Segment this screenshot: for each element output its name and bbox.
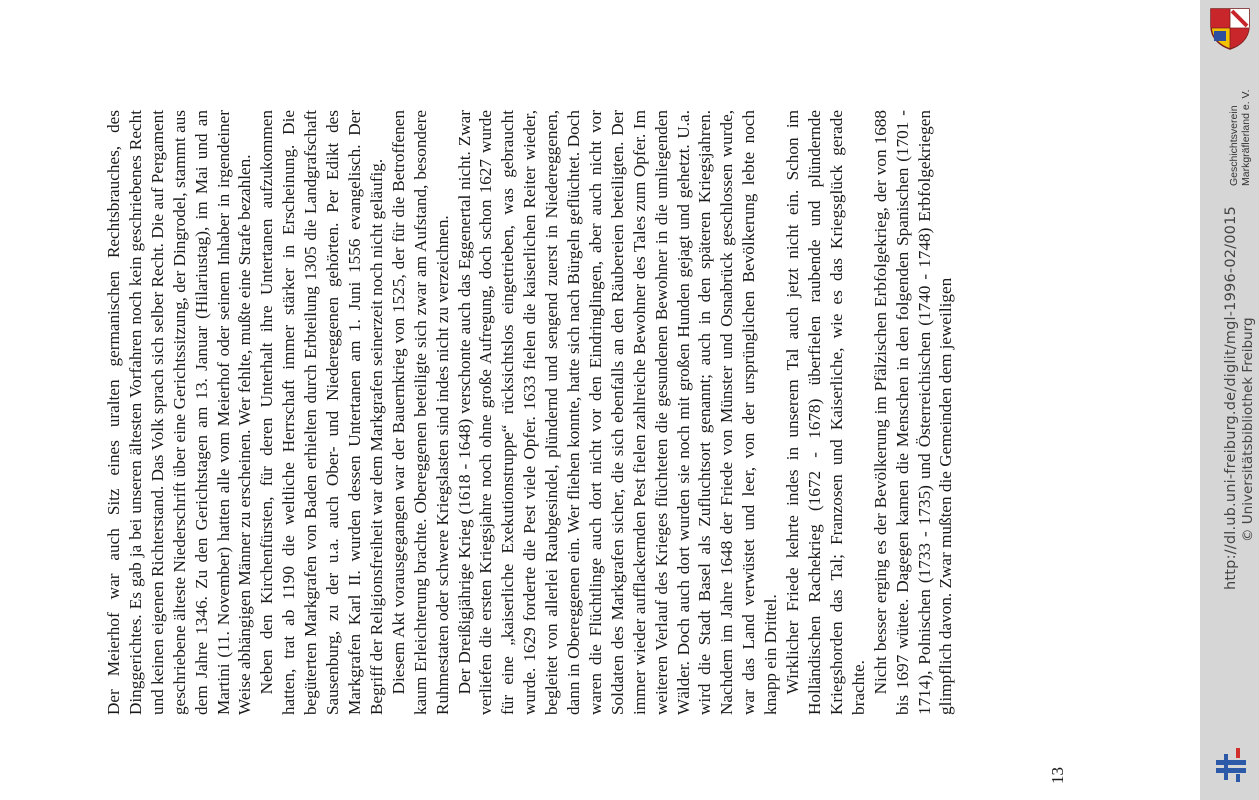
publisher-label xyxy=(1228,90,1252,187)
paragraph: Der Dreißigjährige Krieg (1618 - 1648) verschonte auch das Eggenertal nicht. Zwar verliefen die ersten Kriegsjahre noch ohne große Aufregung, doch schon 1627 wurde für eine „kaiserliche Exekutionstruppe“ rücksichtslos eingetrieben, was gebraucht wurde. 1629 forderte die Pest viele Opfer. 1633 fielen die kaiserlichen Reiter wieder, begleitet von allerlei Raubgesindel, plündernd und sengend zuerst in Niedereggenen, dann in Obereggenen ein. Wer fliehen konnte, hatte sich nach Bürgeln geflüchtet. Doch waren die Flüchtlinge auch dort nicht vor den Eindringlingen, aber auch nicht vor Soldaten des Markgrafen sicher, die sich ebenfalls an den Räubereien beteiligten. Der immer wieder aufflackernden Pest fielen zahlreiche Bewohner des Tales zum Opfer. Im weiteren Verlauf des Krieges flüchteten die gesundenen Bewohner in die umliegenden Wälder. Doch auch dort wurden sie noch mit großen Hunden gejagt und gehetzt. U.a. wird die Stadt Basel als Zufluchtsort genannt; auch in den späteren Kriegsjahren. Nachdem im Jahre 1648 der Friede von Münster und Osnabrück geschlossen wurde, war das Land verwüstet und leer, von der ursprünglichen Bevölkerung lebte noch knapp ein Drittel. xyxy=(454,110,781,715)
paragraph: Wirklicher Friede kehrte indes in unserem Tal auch jetzt nicht ein. Schon im Holländischen Rachekrieg (1672 - 1678) überfielen raubende und plündernde Kriegshorden das Tal; Franzosen und Kaiserliche, wie es das Kriegsglück gerade brachte. xyxy=(783,110,868,715)
page-number: 13 xyxy=(1048,767,1067,784)
publisher-line-1: Geschichtsverein xyxy=(1228,105,1240,186)
paragraph: Nicht besser erging es der Bevölkerung im Pfälzischen Erbfolgekrieg, der von 1688 bis 1697 wütete. Dagegen kamen die Menschen in den folgenden Spanischen (1701 - 1714), Polnischen (1733 - 1735) und Österreichischen (1740 - 1748) Erbfolgekriegen glimpflich davon. Zwar mußten die Gemeinden dem jeweiligen xyxy=(870,110,956,715)
copyright-notice: © Universitätsbibliothek Freiburg xyxy=(1240,317,1256,542)
coat-of-arms-icon xyxy=(1208,6,1252,50)
ub-freiburg-logo-icon xyxy=(1210,744,1252,786)
paragraph: Diesem Akt vorausgegangen war der Bauernkrieg von 1525, der für die Betroffenen kaum Erleichterung brachte. Obereggenen beteiligte sich zwar am Aufstand, besondere Ruhmestaten oder schwere Kriegslasten sind indes nicht zu verzeichnen. xyxy=(388,110,452,715)
paragraph: Neben den Kirchenfürsten, für deren Unterhalt ihre Untertanen aufzukommen hatten, trat ab 1190 die weltliche Herrschaft immer stärker in Erscheinung. Die begüterten Markgrafen von Baden erhielten durch Erbteilung 1305 die Landgrafschaft Sausenburg, zu der u.a. auch Ober- und Niedereggenen gehörten. Per Edikt des Markgrafen Karl II. wurden dessen Untertanen am 1. Juni 1556 evangelisch. Der Begriff der Religionsfreiheit war dem Markgrafen seinerzeit noch nicht geläufig. xyxy=(257,110,386,715)
permalink-url[interactable]: http://dl.ub.uni-freiburg.de/diglit/mgl-1996-02/0015 xyxy=(1223,206,1239,590)
body-text xyxy=(103,110,957,715)
paragraph: Der Meierhof war auch Sitz eines uralten germanischen Rechtsbrauches, des Dinggerichtes. Es gab ja bei unseren ältesten Vorfahren noch kein geschriebenes Recht und keinen eigenen Richterstand. Das Volk sprach sich selber Recht. Die auf Pergament geschriebene älteste Niederschrift über eine Gerichtssitzung, der Dingrodel, stammt aus dem Jahre 1346. Zu den Gerichtstagen am 13. Januar (Hilariustag), im Mai und an Martini (11. November) hatten alle vom Meierhof oder seinem Inhaber in irgendeiner Weise abhängigen Männer zu erscheinen. Wer fehlte, mußte eine Strafe bezahlen. xyxy=(104,110,255,715)
publisher-line-2: Markgräflerland e. V. xyxy=(1240,89,1252,186)
